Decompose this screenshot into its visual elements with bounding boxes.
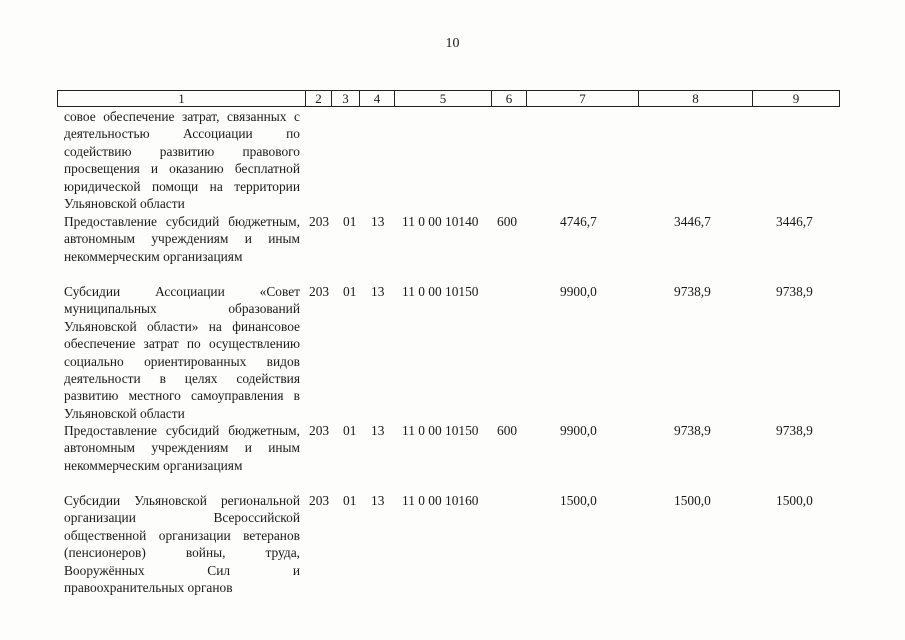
header-col-3: 3 [332, 91, 360, 106]
row-name: Предоставление субсидий бюджетным, автономным учреждениям и иным некоммерческим организациям [64, 423, 300, 473]
row-col-8: 9738,9 [674, 284, 711, 299]
header-col-8: 8 [639, 91, 753, 106]
header-col-5: 5 [395, 91, 492, 106]
row-col-2: 203 [309, 284, 330, 299]
row-col-4: 13 [371, 284, 385, 299]
row-col-8: 1500,0 [674, 493, 711, 508]
row-col-8: 9738,9 [674, 423, 711, 438]
row-name: Предоставление субсидий бюджетным, автономным учреждениям и иным некоммерческим организациям [64, 214, 300, 264]
row-name: совое обеспечение затрат, связанных с деятельностью Ассоциации по содействию развитию правового просвещения и оказанию бесплатной юридической помощи на территории Ульяновской области [64, 109, 300, 212]
row-col-6: 600 [497, 423, 518, 438]
row-col-4: 13 [371, 214, 385, 229]
header-col-4: 4 [360, 91, 395, 106]
row-col-7: 1500,0 [560, 493, 597, 508]
row-col-2: 203 [309, 423, 330, 438]
row-col-5: 11 0 00 10140 [402, 214, 479, 229]
row-col-6: 600 [497, 214, 518, 229]
row-col-9: 9738,9 [776, 284, 813, 299]
row-col-3: 01 [343, 493, 357, 508]
table-header [57, 90, 840, 107]
row-col-7: 9900,0 [560, 284, 597, 299]
row-col-9: 1500,0 [776, 493, 813, 508]
row-col-7: 4746,7 [560, 214, 597, 229]
row-col-5: 11 0 00 10150 [402, 284, 479, 299]
row-col-7: 9900,0 [560, 423, 597, 438]
row-col-5: 11 0 00 10150 [402, 423, 479, 438]
row-col-9: 3446,7 [776, 214, 813, 229]
header-col-7: 7 [527, 91, 639, 106]
row-col-5: 11 0 00 10160 [402, 493, 479, 508]
row-col-9: 9738,9 [776, 423, 813, 438]
header-col-1: 1 [58, 91, 306, 106]
row-col-4: 13 [371, 493, 385, 508]
header-col-9: 9 [792, 91, 800, 106]
row-col-3: 01 [343, 423, 357, 438]
header-col-2: 2 [306, 91, 332, 106]
row-name: Субсидии Ульяновской региональной организации Всероссийской общественной организации ветеранов (пенсионеров) войны, труда, Вооружённых Сил и правоохранительных органов [64, 493, 300, 596]
row-col-3: 01 [343, 214, 357, 229]
page-number: 10 [445, 36, 460, 51]
row-name: Субсидии Ассоциации «Совет муниципальных образований Ульяновской области» на финансовое обеспечение затрат по осуществлению социально ориентированных видов деятельности в целях содействия развитию местного самоуправления в Ульяновской области [64, 284, 300, 421]
row-col-3: 01 [343, 284, 357, 299]
row-col-2: 203 [309, 493, 330, 508]
row-col-8: 3446,7 [674, 214, 711, 229]
header-col-6: 6 [492, 91, 527, 106]
row-col-2: 203 [309, 214, 330, 229]
row-col-4: 13 [371, 423, 385, 438]
